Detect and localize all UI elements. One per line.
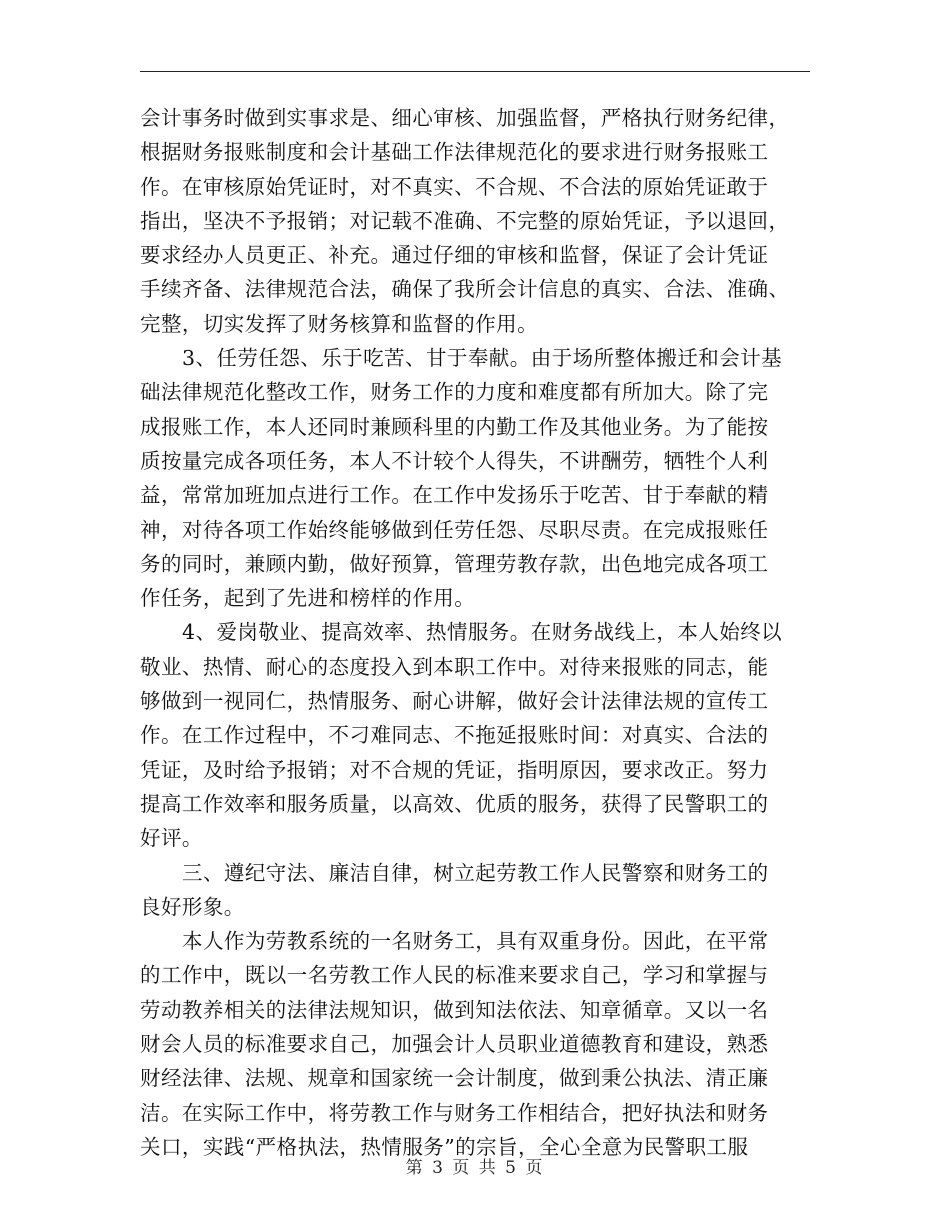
text-line: 劳动教养相关的法律法规知识，做到知法依法、知章循章。又以一名 xyxy=(140,997,769,1022)
text-line: 完整，切实发挥了财务核算和监督的作用。 xyxy=(140,311,539,336)
text-line: 质按量完成各项任务，本人不计较个人得失，不讲酬劳，牺牲个人利 xyxy=(140,448,769,473)
text-line: 够做到一视同仁，热情服务、耐心讲解，做好会计法律法规的宣传工 xyxy=(140,689,769,714)
text-line: 洁。在实际工作中，将劳教工作与财务工作相结合，把好执法和财务 xyxy=(140,1100,769,1125)
text-line: 根据财务报账制度和会计基础工作法律规范化的要求进行财务报账工 xyxy=(140,140,769,165)
page-number-footer: 第 3 页 共 5 页 xyxy=(405,1158,545,1178)
text-line: 益，常常加班加点进行工作。在工作中发扬乐于吃苦、甘于奉献的精 xyxy=(140,483,769,508)
text-line: 要求经办人员更正、补充。通过仔细的审核和监督，保证了会计凭证 xyxy=(140,243,769,268)
text-line: 敬业、热情、耐心的态度投入到本职工作中。对待来报账的同志，能 xyxy=(140,654,769,679)
text-line: 财会人员的标准要求自己，加强会计人员职业道德教育和建设，熟悉 xyxy=(140,1032,769,1057)
header-rule xyxy=(140,71,810,72)
text-line: 关口，实践“严格执法，热情服务”的宗旨，全心全意为民警职工服 xyxy=(140,1134,749,1159)
text-line: 的工作中，既以一名劳教工作人民的标准来要求自己，学习和掌握与 xyxy=(140,963,769,988)
text-line: 成报账工作，本人还同时兼顾科里的内勤工作及其他业务。为了能按 xyxy=(140,414,769,439)
text-line: 好评。 xyxy=(140,826,203,851)
text-line: 神，对待各项工作始终能够做到任劳任怨、尽职尽责。在完成报账任 xyxy=(140,517,769,542)
text-line: 础法律规范化整改工作，财务工作的力度和难度都有所加大。除了完 xyxy=(140,380,769,405)
section-heading-line: 良好形象。 xyxy=(140,894,245,919)
section-heading-line: 三、遵纪守法、廉洁自律，树立起劳教工作人民警察和财务工的 xyxy=(182,860,769,885)
text-line: 指出，坚决不予报销；对记载不准确、不完整的原始凭证，予以退回， xyxy=(140,208,790,233)
body-text xyxy=(140,101,812,1164)
text-line: 提高工作效率和服务质量，以高效、优质的服务，获得了民警职工的 xyxy=(140,791,769,816)
text-line: 作。在审核原始凭证时，对不真实、不合规、不合法的原始凭证敢于 xyxy=(140,174,769,199)
text-line: 务的同时，兼顾内勤，做好预算，管理劳教存款，出色地完成各项工 xyxy=(140,551,769,576)
text-line: 手续齐备、法律规范合法，确保了我所会计信息的真实、合法、准确、 xyxy=(140,277,790,302)
text-line: 凭证，及时给予报销；对不合规的凭证，指明原因，要求改正。努力 xyxy=(140,757,769,782)
text-line: 财经法律、法规、规章和国家统一会计制度，做到秉公执法、清正廉 xyxy=(140,1066,769,1091)
text-line: 作任务，起到了先进和榜样的作用。 xyxy=(140,586,476,611)
text-line: 作。在工作过程中，不刁难同志、不拖延报账时间：对真实、合法的 xyxy=(140,723,769,748)
text-line: 会计事务时做到实事求是、细心审核、加强监督，严格执行财务纪律， xyxy=(140,106,790,130)
paragraph-start-line: 本人作为劳教系统的一名财务工，具有双重身份。因此，在平常 xyxy=(182,929,769,954)
paragraph-start-line: 4、爱岗敬业、提高效率、热情服务。在财务战线上，本人始终以 xyxy=(182,620,783,645)
paragraph-start-line: 3、任劳任怨、乐于吃苦、甘于奉献。由于场所整体搬迁和会计基 xyxy=(182,346,783,371)
